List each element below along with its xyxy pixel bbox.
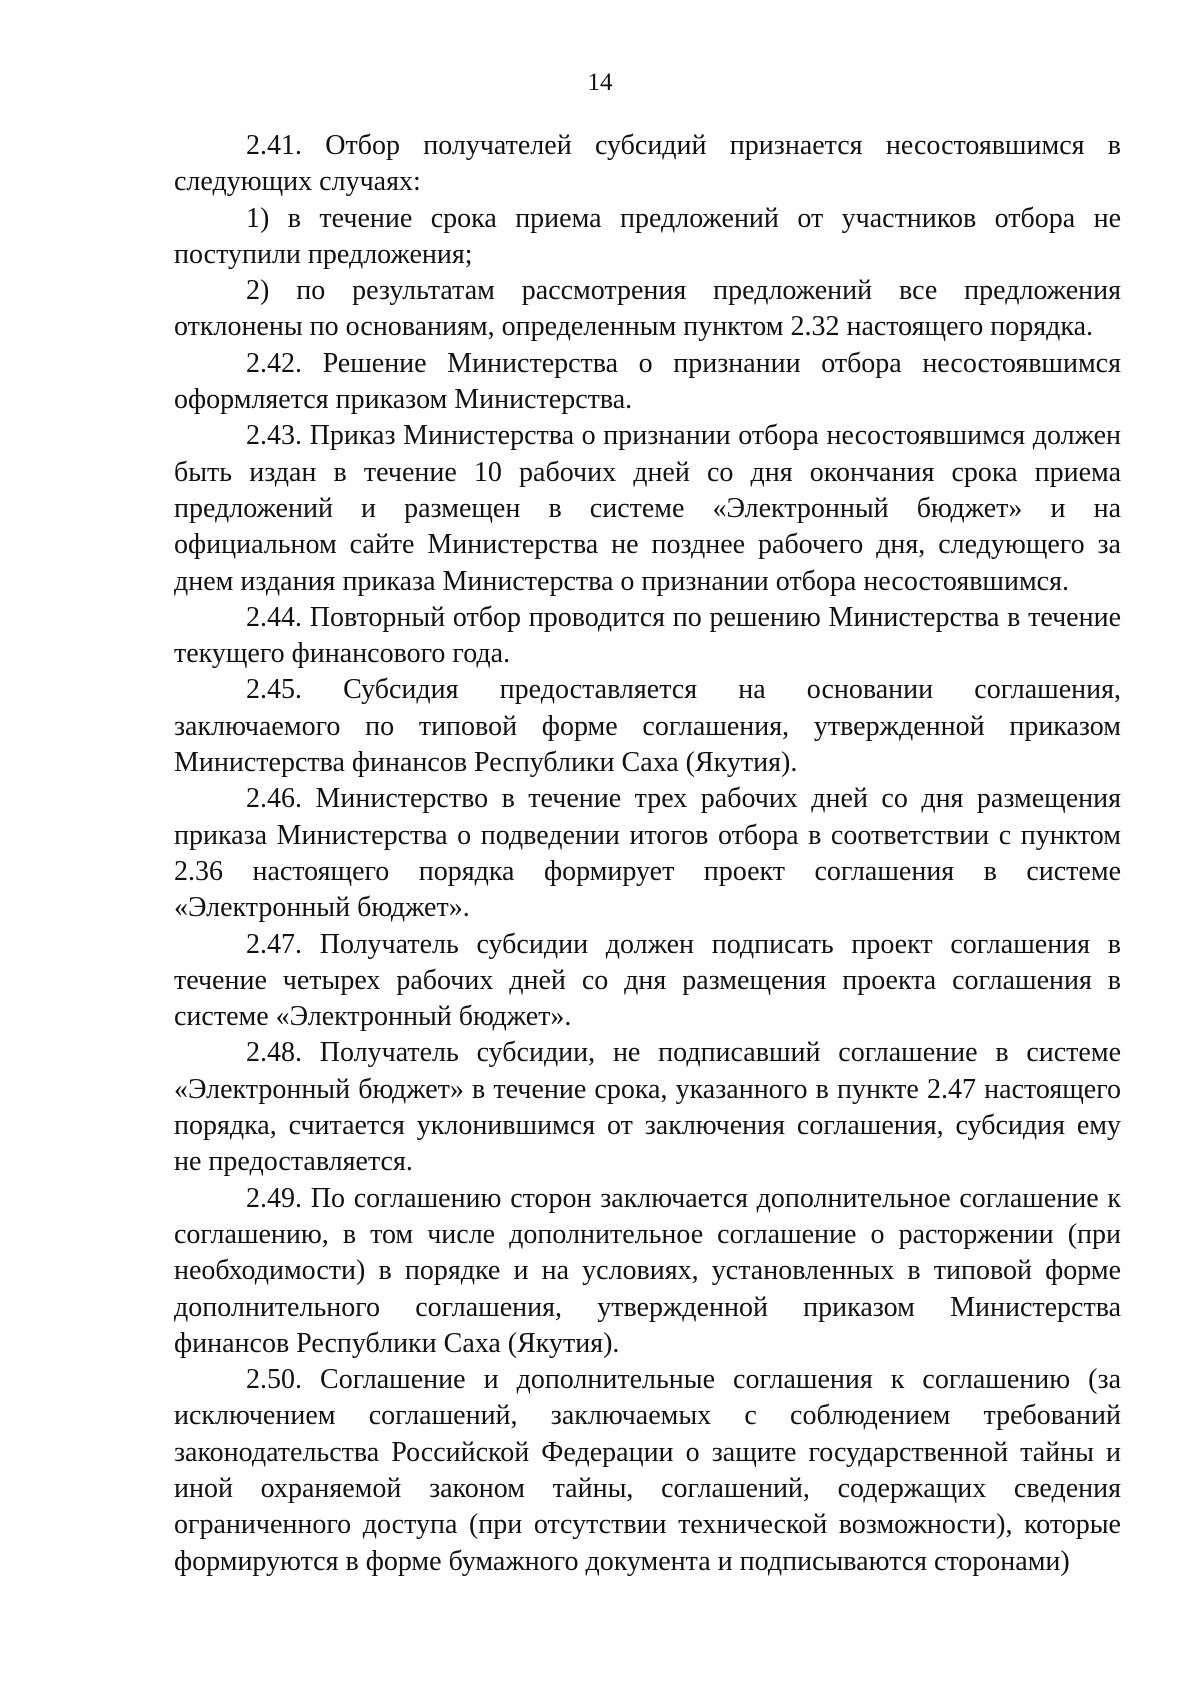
paragraph-2-46: 2.46. Министерство в течение трех рабочих дней со дня размещения приказа Министерства о подведении итогов отбора в соответствии с пунктом 2.36 настоящего порядка формирует проект соглашения в системе «Электронный бюджет». xyxy=(174,783,1121,924)
paragraph-2-41: 2.41. Отбор получателей субсидий признается несостоявшимся в следующих случаях: xyxy=(174,130,1121,198)
paragraph-2-44: 2.44. Повторный отбор проводится по решению Министерства в течение текущего финансового года. xyxy=(174,601,1121,670)
paragraph-2-43: 2.43. Приказ Министерства о признании отбора несостоявшимся должен быть издан в течение 10 рабочих дней со дня окончания срока приема предложений и размещен в системе «Электронный бюджет» и на официальном сайте Министерства не позднее рабочего дня, следующего за днем издания приказа Министерства о признании отбора несостоявшимся. xyxy=(174,420,1121,597)
paragraph-2-50: 2.50. Соглашение и дополнительные соглашения к соглашению (за исключением соглашений, заключаемых с соблюдением требований законодательства Российской Федерации о защите государственной тайны и иной охраняемой законом тайны, соглашений, содержащих сведения ограниченного доступа (при отсутствии технической возможности), которые формируются в форме бумажного документа и подписываются сторонами) xyxy=(174,1364,1121,1577)
paragraph-2-47: 2.47. Получатель субсидии должен подписать проект соглашения в течение четырех рабочих дней со дня размещения проекта соглашения в системе «Электронный бюджет». xyxy=(174,928,1121,1033)
paragraph-2-42: 2.42. Решение Министерства о признании отбора несостоявшимся оформляется приказом Министерства. xyxy=(174,347,1121,416)
paragraph-2-41-item-2: 2) по результатам рассмотрения предложений все предложения отклонены по основаниям, определенным пунктом 2.32 настоящего порядка. xyxy=(174,275,1121,343)
paragraph-2-41-item-1: 1) в течение срока приема предложений от участников отбора не поступили предложения; xyxy=(174,202,1121,270)
paragraph-2-45: 2.45. Субсидия предоставляется на основании соглашения, заключаемого по типовой форме соглашения, утвержденной приказом Министерства финансов Республики Саха (Якутия). xyxy=(174,674,1121,779)
page-number: 14 xyxy=(587,69,613,96)
document-body xyxy=(174,128,1121,1580)
paragraph-2-48: 2.48. Получатель субсидии, не подписавший соглашение в системе «Электронный бюджет» в течение срока, указанного в пункте 2.47 настоящего порядка, считается уклонившимся от заключения соглашения, субсидия ему не предоставляется. xyxy=(174,1037,1121,1178)
paragraph-2-49: 2.49. По соглашению сторон заключается дополнительное соглашение к соглашению, в том числе дополнительное соглашение о расторжении (при необходимости) в порядке и на условиях, установленных в типовой форме дополнительного соглашения, утвержденной приказом Министерства финансов Республики Саха (Якутия). xyxy=(174,1182,1121,1359)
